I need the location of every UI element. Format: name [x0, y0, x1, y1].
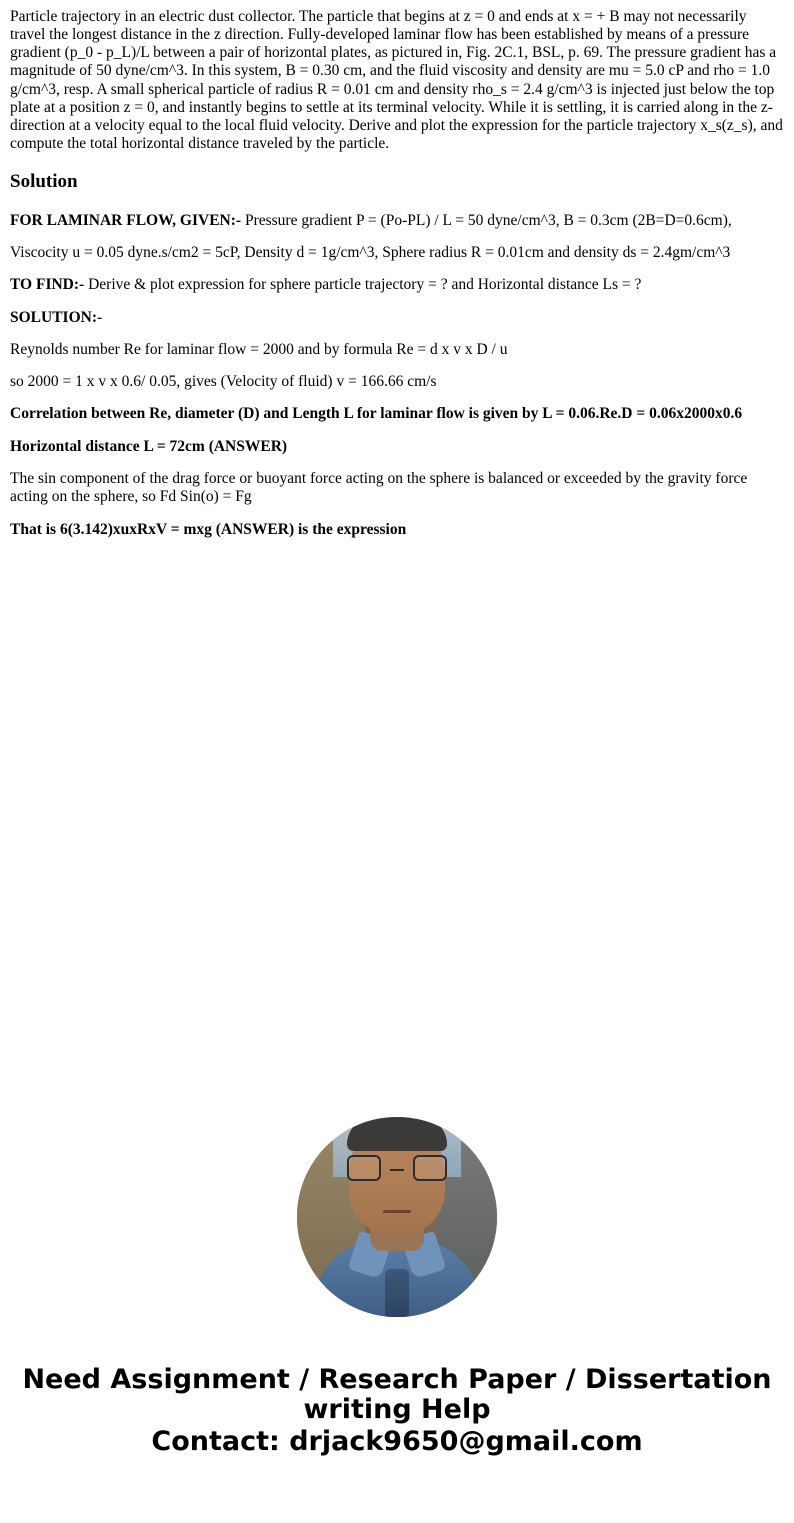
solution-heading: Solution	[10, 171, 78, 192]
solution-line	[10, 244, 784, 262]
solution-line	[10, 309, 784, 327]
solution-line-text: Pressure gradient P = (Po-PL) / L = 50 dyne/cm^3, B = 0.3cm (2B=D=0.6cm),	[241, 211, 732, 229]
solution-line-text: so 2000 = 1 x v x 0.6/ 0.05, gives (Velocity of fluid) v = 166.66 cm/s	[10, 373, 437, 391]
solution-line-bold: TO FIND:-	[10, 276, 85, 294]
solution-line-text: -	[97, 308, 103, 326]
solution-line	[10, 470, 784, 507]
blank-space	[10, 553, 784, 1113]
solution-line-text: The sin component of the drag force or buoyant force acting on the sphere is balanced or exceeded by the gravity force acting on the sphere, so Fd Sin(o) = Fg	[10, 470, 748, 506]
solution-line-text: Derive & plot expression for sphere particle trajectory = ? and Horizontal distance Ls = ?	[84, 276, 642, 294]
solution-line	[10, 405, 784, 423]
solution-line	[10, 521, 784, 539]
photo-glasses-left	[347, 1155, 381, 1181]
footer-headline: Need Assignment / Research Paper / Dissertation writing Help	[22, 1363, 772, 1426]
solution-line-bold: Horizontal distance L = 72cm (ANSWER)	[10, 437, 288, 455]
solution-line-text: Viscocity u = 0.05 dyne.s/cm2 = 5cP, Density d = 1g/cm^3, Sphere radius R = 0.01cm and density ds = 2.4gm/cm^3	[10, 244, 731, 262]
footer-contact: Contact: drjack9650@gmail.com	[151, 1426, 643, 1458]
solution-line-bold: That is 6(3.142)xuxRxV = mxg (ANSWER) is the expression	[10, 520, 407, 538]
solution-line	[10, 212, 784, 230]
avatar	[297, 1117, 497, 1317]
photo-glasses-right	[413, 1155, 447, 1181]
footer	[10, 1365, 784, 1478]
problem-statement: Particle trajectory in an electric dust collector. The particle that begins at z = 0 and ends at x = + B may not necessarily travel the longest distance in the z direction. Fully-developed laminar flow has been established by means of a pressure gradient (p_0 - p_L)/L between a pair of horizontal plates, as pictured in, Fig. 2C.1, BSL, p. 69. The pressure gradient has a magnitude of 50 dyne/cm^3. In this system, B = 0.30 cm, and the fluid viscosity and density are mu = 5.0 cP and rho = 1.0 g/cm^3, resp. A small spherical particle of radius R = 0.01 cm and density rho_s = 2.4 g/cm^3 is injected just below the top plate at a position z = 0, and instantly begins to settle at its terminal velocity. While it is settling, it is carried along in the z-direction at a velocity equal to the local fluid velocity. Derive and plot the expression for the particle trajectory x_s(z_s), and compute the total horizontal distance traveled by the particle.	[10, 8, 783, 152]
photo-tie	[385, 1269, 409, 1317]
avatar-container	[10, 1117, 784, 1317]
solution-line-bold: Correlation between Re, diameter (D) and Length L for laminar flow is given by L = 0.06.Re.D = 0.06x2000x0.6	[10, 405, 743, 423]
photo-mouth	[383, 1210, 411, 1213]
solution-line-bold: FOR LAMINAR FLOW, GIVEN:-	[10, 211, 242, 229]
photo-hair	[347, 1117, 447, 1151]
solution-line	[10, 276, 784, 294]
solution-line-bold: SOLUTION:	[10, 308, 97, 326]
solution-line-text: Reynolds number Re for laminar flow = 2000 and by formula Re = d x v x D / u	[10, 340, 508, 358]
solution-line	[10, 373, 784, 391]
solution-line	[10, 341, 784, 359]
photo-glasses-bridge	[390, 1169, 404, 1171]
solution-line	[10, 438, 784, 456]
